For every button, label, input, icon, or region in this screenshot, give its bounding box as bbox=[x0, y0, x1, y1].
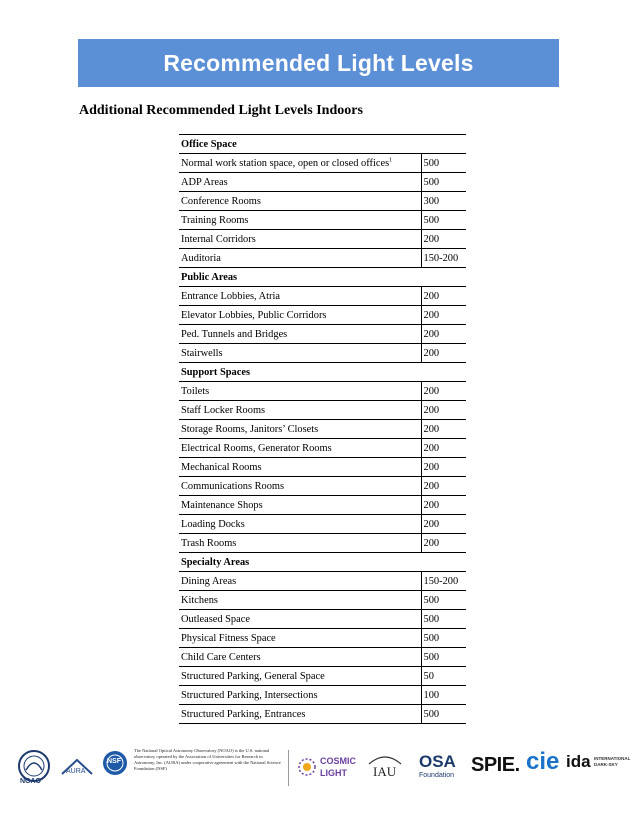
table-row bbox=[179, 344, 466, 363]
table-row bbox=[179, 534, 466, 553]
space-type-label: Stairwells bbox=[181, 347, 223, 359]
space-type-label: Storage Rooms, Janitors’ Closets bbox=[181, 423, 319, 435]
space-type-cell bbox=[179, 439, 421, 458]
table-section-header bbox=[179, 363, 466, 382]
space-type-label: Mechanical Rooms bbox=[181, 461, 262, 473]
lux-value-cell: 200 bbox=[421, 458, 466, 477]
space-type-label: Structured Parking, Intersections bbox=[181, 689, 318, 701]
table-row bbox=[179, 401, 466, 420]
table-row bbox=[179, 477, 466, 496]
space-type-label: Internal Corridors bbox=[181, 233, 256, 245]
space-type-cell bbox=[179, 173, 421, 192]
space-type-cell bbox=[179, 686, 421, 705]
noao-logo bbox=[16, 748, 52, 788]
table-row bbox=[179, 496, 466, 515]
noao-statement: The National Optical Astronomy Observatory (NOAO) is the U.S. national observatory operated by the Association of Universities for Research in Astronomy, Inc. (AURA) under cooperative agreement with the National Science Foundation (NSF) bbox=[134, 748, 281, 771]
lux-value-cell: 200 bbox=[421, 515, 466, 534]
table-section-header bbox=[179, 553, 466, 572]
lux-value-cell: 500 bbox=[421, 591, 466, 610]
space-type-label: ADP Areas bbox=[181, 176, 228, 188]
lux-value-cell: 500 bbox=[421, 173, 466, 192]
space-type-label: Entrance Lobbies, Atria bbox=[181, 290, 280, 302]
space-type-cell bbox=[179, 705, 421, 724]
lux-value-cell: 300 bbox=[421, 192, 466, 211]
table-row bbox=[179, 154, 466, 173]
space-type-cell bbox=[179, 515, 421, 534]
lux-value-cell: 200 bbox=[421, 287, 466, 306]
page-title: Recommended Light Levels bbox=[163, 49, 474, 76]
table-row bbox=[179, 458, 466, 477]
lux-value-cell: 200 bbox=[421, 230, 466, 249]
lux-value-cell: 500 bbox=[421, 629, 466, 648]
space-type-cell bbox=[179, 382, 421, 401]
nsf-label: NSF bbox=[107, 758, 121, 765]
table-row bbox=[179, 211, 466, 230]
iau-label: IAU bbox=[373, 764, 397, 779]
space-type-cell bbox=[179, 648, 421, 667]
section-label: Specialty Areas bbox=[179, 553, 466, 572]
table-row bbox=[179, 420, 466, 439]
space-type-label: Kitchens bbox=[181, 594, 218, 606]
lux-value-cell: 50 bbox=[421, 667, 466, 686]
aura-logo bbox=[60, 756, 94, 778]
lux-value-cell: 200 bbox=[421, 477, 466, 496]
space-type-label: Conference Rooms bbox=[181, 195, 261, 207]
space-type-cell bbox=[179, 325, 421, 344]
space-type-label: Maintenance Shops bbox=[181, 499, 263, 511]
ida-label: ida bbox=[566, 752, 591, 771]
lux-value-cell: 200 bbox=[421, 401, 466, 420]
cosmic-light-logo bbox=[296, 750, 356, 788]
space-type-label: Trash Rooms bbox=[181, 537, 237, 549]
footer-divider bbox=[288, 750, 289, 786]
space-type-label: Outleased Space bbox=[181, 613, 250, 625]
section-heading: Additional Recommended Light Levels Indoors bbox=[79, 103, 363, 118]
space-type-label: Elevator Lobbies, Public Corridors bbox=[181, 309, 327, 321]
title-banner bbox=[78, 39, 559, 87]
table-row bbox=[179, 705, 466, 724]
table-row bbox=[179, 306, 466, 325]
table-section-header bbox=[179, 135, 466, 154]
space-type-label: Staff Locker Rooms bbox=[181, 404, 266, 416]
space-type-cell bbox=[179, 610, 421, 629]
table-row bbox=[179, 173, 466, 192]
section-label: Office Space bbox=[179, 135, 466, 154]
space-type-label: Communications Rooms bbox=[181, 480, 285, 492]
table-row bbox=[179, 382, 466, 401]
table-row bbox=[179, 230, 466, 249]
lux-value-cell: 100 bbox=[421, 686, 466, 705]
space-type-cell bbox=[179, 534, 421, 553]
ida-logo bbox=[566, 752, 631, 786]
space-type-label: Structured Parking, Entrances bbox=[181, 708, 306, 720]
space-type-cell bbox=[179, 667, 421, 686]
space-type-label: Dining Areas bbox=[181, 575, 237, 587]
section-label: Public Areas bbox=[179, 268, 466, 287]
table-row bbox=[179, 325, 466, 344]
lux-value-cell: 500 bbox=[421, 154, 466, 173]
table-row bbox=[179, 629, 466, 648]
space-type-cell bbox=[179, 192, 421, 211]
footnote-marker: 1 bbox=[389, 157, 393, 164]
space-type-label: Physical Fitness Space bbox=[181, 632, 276, 644]
space-type-label: Training Rooms bbox=[181, 214, 249, 226]
space-type-cell bbox=[179, 287, 421, 306]
osa-foundation-label: Foundation bbox=[419, 772, 455, 779]
lux-value-cell: 150-200 bbox=[421, 572, 466, 591]
ida-subtitle: INTERNATIONAL DARK-SKY bbox=[594, 756, 631, 767]
space-type-cell bbox=[179, 629, 421, 648]
table-row bbox=[179, 591, 466, 610]
space-type-cell bbox=[179, 477, 421, 496]
space-type-cell bbox=[179, 230, 421, 249]
lux-value-cell: 150-200 bbox=[421, 249, 466, 268]
table-row bbox=[179, 667, 466, 686]
lux-value-cell: 200 bbox=[421, 496, 466, 515]
table-row bbox=[179, 287, 466, 306]
space-type-cell bbox=[179, 572, 421, 591]
table-row bbox=[179, 686, 466, 705]
table-row bbox=[179, 610, 466, 629]
lux-value-cell: 200 bbox=[421, 420, 466, 439]
space-type-cell bbox=[179, 591, 421, 610]
space-type-cell bbox=[179, 420, 421, 439]
lux-value-cell: 200 bbox=[421, 344, 466, 363]
space-type-label: Child Care Centers bbox=[181, 651, 261, 663]
light-levels-table bbox=[179, 134, 466, 724]
table-row bbox=[179, 192, 466, 211]
table-row bbox=[179, 572, 466, 591]
lux-value-cell: 200 bbox=[421, 534, 466, 553]
lux-value-cell: 200 bbox=[421, 439, 466, 458]
space-type-label: Ped. Tunnels and Bridges bbox=[181, 328, 288, 340]
section-label: Support Spaces bbox=[179, 363, 466, 382]
table-row bbox=[179, 648, 466, 667]
spie-logo: SPIE. bbox=[471, 754, 520, 776]
table-row bbox=[179, 249, 466, 268]
space-type-cell bbox=[179, 401, 421, 420]
table-section-header bbox=[179, 268, 466, 287]
lux-value-cell: 500 bbox=[421, 610, 466, 629]
lux-value-cell: 500 bbox=[421, 648, 466, 667]
cie-logo: cie bbox=[526, 748, 560, 775]
space-type-label: Loading Docks bbox=[181, 518, 245, 530]
lux-value-cell: 500 bbox=[421, 705, 466, 724]
cosmic-label: COSMIC bbox=[320, 756, 356, 766]
iau-logo bbox=[365, 750, 405, 784]
space-type-label: Auditoria bbox=[181, 252, 221, 264]
table-row bbox=[179, 515, 466, 534]
nsf-logo bbox=[102, 750, 128, 776]
space-type-label: Toilets bbox=[181, 385, 210, 397]
space-type-cell bbox=[179, 249, 421, 268]
space-type-cell bbox=[179, 458, 421, 477]
space-type-cell bbox=[179, 211, 421, 230]
space-type-label: Structured Parking, General Space bbox=[181, 670, 325, 682]
space-type-cell bbox=[179, 306, 421, 325]
space-type-cell bbox=[179, 496, 421, 515]
space-type-cell bbox=[179, 344, 421, 363]
lux-value-cell: 200 bbox=[421, 306, 466, 325]
lux-value-cell: 200 bbox=[421, 382, 466, 401]
space-type-label: Normal work station space, open or closed offices bbox=[181, 157, 390, 169]
light-label: LIGHT bbox=[320, 768, 347, 778]
noao-label: NOAO bbox=[20, 778, 41, 785]
footer-logos bbox=[10, 746, 631, 796]
aura-label: AURA bbox=[66, 768, 86, 775]
lux-value-cell: 200 bbox=[421, 325, 466, 344]
osa-foundation-logo bbox=[419, 752, 469, 786]
table-row bbox=[179, 439, 466, 458]
space-type-label: Electrical Rooms, Generator Rooms bbox=[181, 442, 332, 454]
lux-value-cell: 500 bbox=[421, 211, 466, 230]
space-type-cell bbox=[179, 154, 421, 173]
osa-label: OSA bbox=[419, 752, 456, 771]
